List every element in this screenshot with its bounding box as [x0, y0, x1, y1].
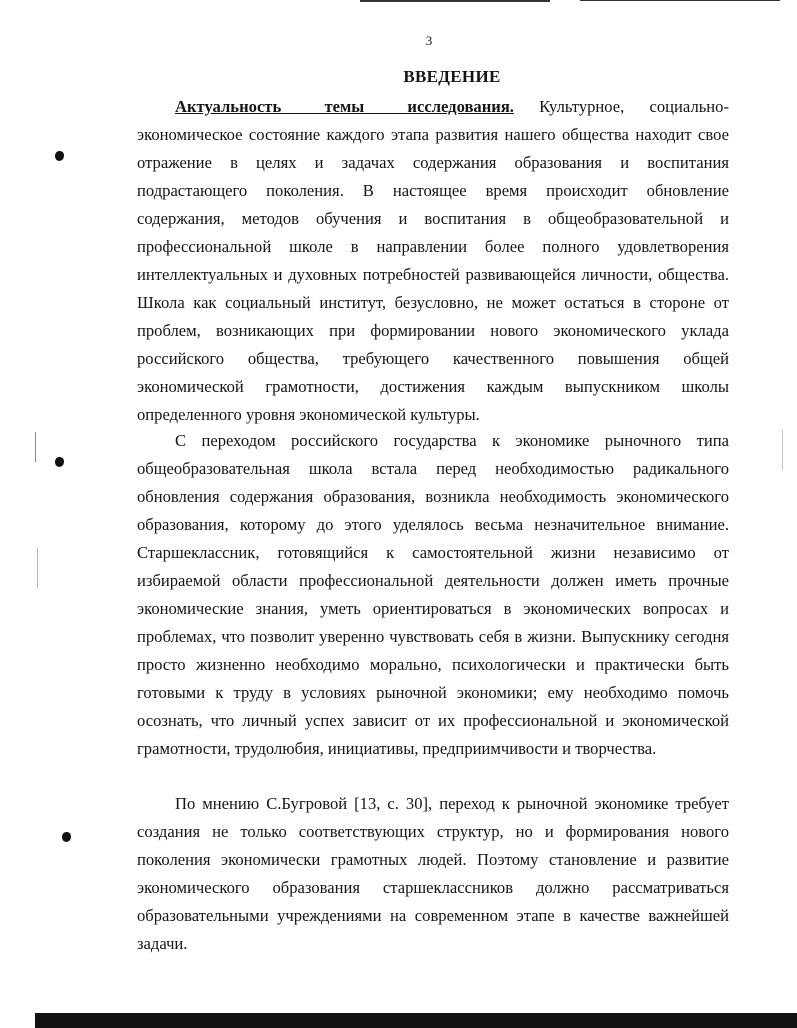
- scan-margin-artifact: [37, 548, 38, 588]
- relevance-lead: Актуальность темы исследования.: [175, 97, 514, 116]
- punch-hole-mark: [62, 832, 71, 842]
- page-heading: ВВЕДЕНИЕ: [403, 67, 501, 86]
- paragraph-relevance: [137, 93, 729, 429]
- top-scan-line-right: [580, 0, 780, 1]
- punch-hole-mark: [55, 457, 64, 467]
- paragraph-text: По мнению С.Бугровой [13, с. 30], переход к рыночной экономике требует создания не только соответствующих структур, но и формирования нового поколения экономически грамотных людей. Поэтому становление и развитие экономического образования старшеклассников должно рассматриваться образовательными учреждениями на современном этапе в качестве важнейшей задачи.: [137, 794, 729, 953]
- paragraph-text: С переходом российского государства к экономике рыночного типа общеобразовательная школа встала перед необходимостью радикального обновления содержания образования, возникла необходимость экономического образования, которому до этого уделялось весьма незначительное внимание. Старшеклассник, готовящийся к самостоятельной жизни независимо от избираемой области профессиональной деятельности должен иметь прочные экономические знания, уметь ориентироваться в экономических вопросах и проблемах, что позволит уверенно чувствовать себя в жизни. Выпускнику сегодня просто жизненно необходимо морально, психологически и практически быть готовыми к труду в условиях рыночной экономики; ему необходимо помочь осознать, что личный успех зависит от их профессиональной и экономической грамотности, трудолюбия, инициативы, предприимчивости и творчества.: [137, 431, 729, 758]
- punch-hole-mark: [55, 151, 64, 161]
- scan-margin-artifact: [782, 430, 783, 470]
- scan-margin-artifact: [35, 432, 36, 462]
- top-scan-line: [360, 0, 550, 2]
- paragraph-bugrova-opinion: [137, 790, 729, 958]
- paragraph-market-transition: [137, 427, 729, 763]
- page-number: 3: [425, 33, 433, 48]
- paragraph-text: Культурное, социально-экономическое состояние каждого этапа развития нашего общества находит свое отражение в целях и задачах содержания образования и воспитания подрастающего поколения. В настоящее время происходит обновление содержания, методов обучения и воспитания в общеобразовательной и профессиональной школе в направлении более полного удовлетворения интеллектуальных и духовных потребностей развивающейся личности, общества. Школа как социальный институт, безусловно, не может остаться в стороне от проблем, возникающих при формировании нового экономического уклада российского общества, требующего качественного повышения общей экономической грамотности, достижения каждым выпускником школы определенного уровня экономической культуры.: [137, 97, 729, 424]
- bottom-scan-border: [35, 1013, 797, 1028]
